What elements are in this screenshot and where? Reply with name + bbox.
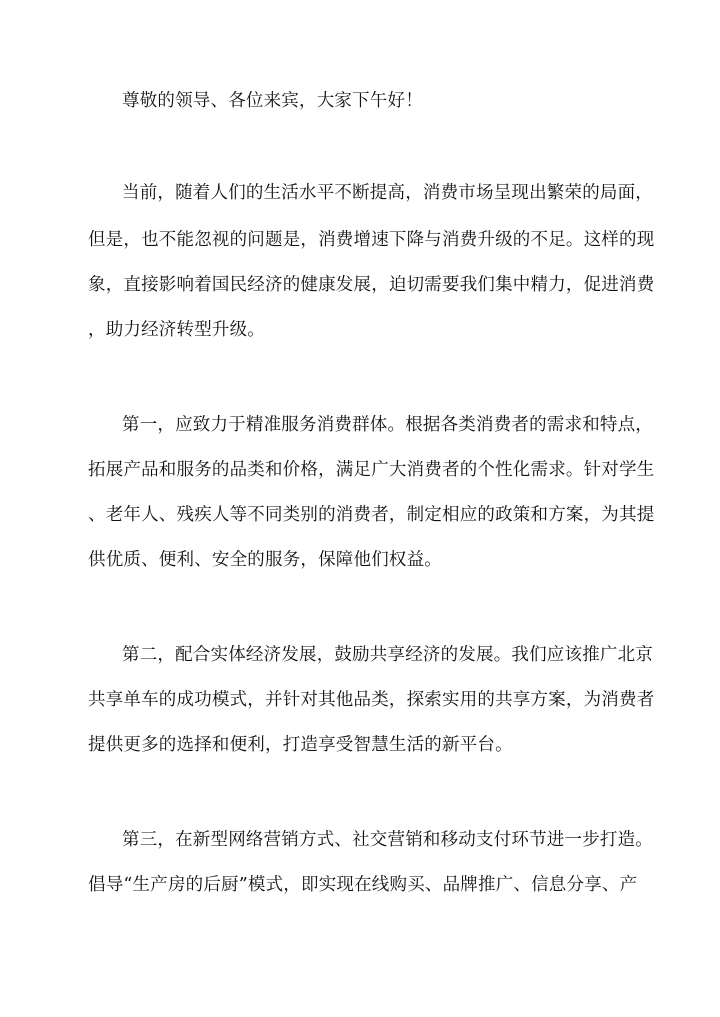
paragraph-line: 当前，随着人们的生活水平不断提高，消费市场呈现出繁荣的局面， xyxy=(122,183,653,203)
paragraph-line: 第三，在新型网络营销方式、社交营销和移动支付环节进一步打造。 xyxy=(122,830,653,850)
paragraph-line: 但是，也不能忽视的问题是，消费增速下降与消费升级的不足。这样的现 xyxy=(88,230,655,250)
paragraph-line: 第一，应致力于精准服务消费群体。根据各类消费者的需求和特点， xyxy=(122,415,653,435)
greeting-line: 尊敬的领导、各位来宾，大家下午好！ xyxy=(122,91,423,111)
paragraph-line: 象，直接影响着国民经济的健康发展，迫切需要我们集中精力，促进消费 xyxy=(88,275,655,295)
paragraph-line: 第二，配合实体经济发展，鼓励共享经济的发展。我们应该推广北京 xyxy=(122,645,653,665)
paragraph-line: ，助力经济转型升级。 xyxy=(88,320,265,340)
paragraph-line: 提供更多的选择和便利，打造享受智慧生活的新平台。 xyxy=(88,735,513,755)
paragraph-line: 、老年人、残疾人等不同类别的消费者，制定相应的政策和方案，为其提 xyxy=(88,505,655,525)
paragraph-line: 共享单车的成功模式，并针对其他品类，探索实用的共享方案，为消费者 xyxy=(88,690,655,710)
paragraph-line: 供优质、便利、安全的服务，保障他们权益。 xyxy=(88,550,442,570)
paragraph-line: 拓展产品和服务的品类和价格，满足广大消费者的个性化需求。针对学生 xyxy=(88,460,655,480)
paragraph-line: 倡导“生产房的后厨”模式，即实现在线购买、品牌推广、信息分享、产 xyxy=(88,875,638,895)
